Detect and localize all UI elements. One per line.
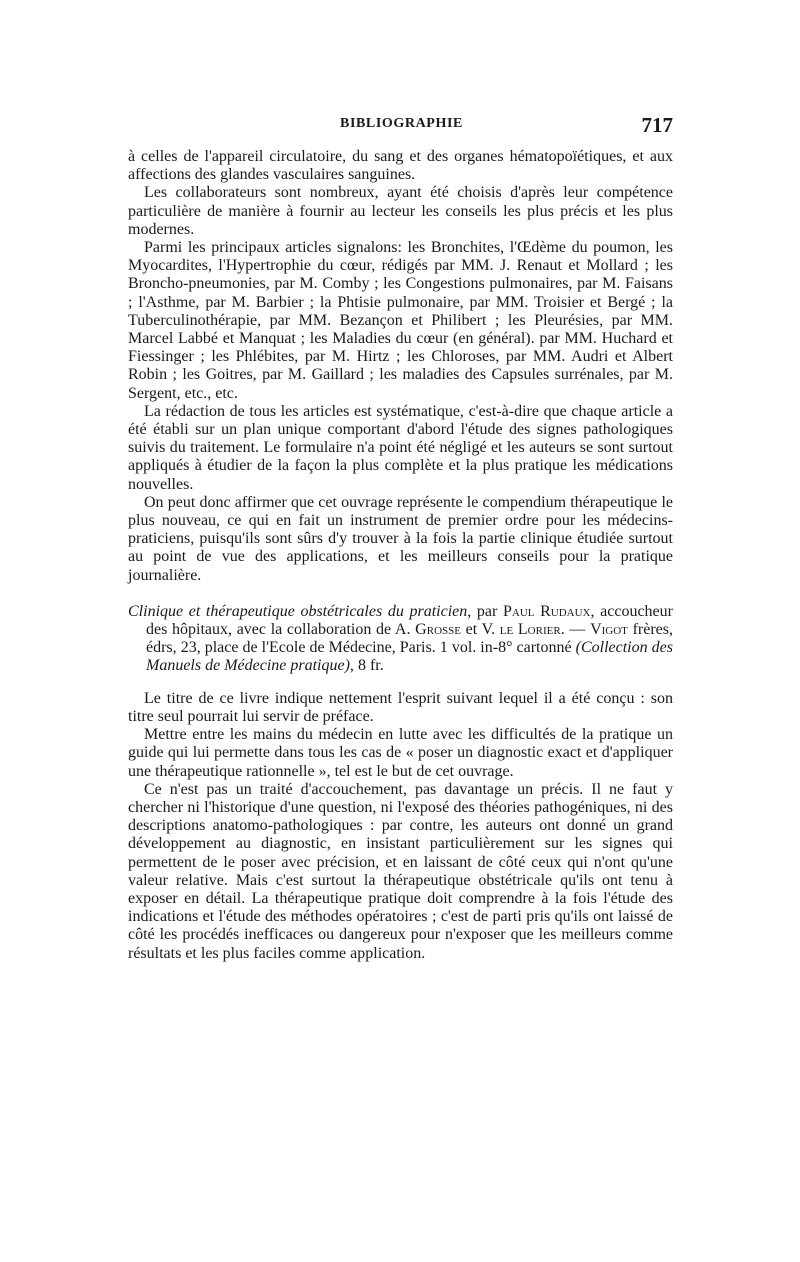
- paragraph: Parmi les principaux articles signalons: les Bronchites, l'Œdème du poumon, les Myocardites, l'Hypertrophie du cœur, rédigés par MM. J. Renaut et Mollard ; les Broncho-pneumonies, par M. Comby ; les Congestions pulmonaires, par M. Faisans ; l'Asthme, par M. Barbier ; la Phtisie pulmonaire, par MM. Troisier et Bergé ; la Tuberculinothérapie, par MM. Bezançon et Philibert ; les Pleurésies, par MM. Marcel Labbé et Manquat ; les Maladies du cœur (en général). par MM. Huchard et Fiessinger ; les Phlébites, par M. Hirtz ; les Chloroses, par MM. Audri et Albert Robin ; les Goitres, par M. Gaillard ; les maladies des Capsules surrénales, par M. Sergent, etc., etc.: [128, 239, 673, 402]
- book-publication-details: frères, édrs, 23, place de l'Ecole de Médecine, Paris. 1 vol. in-8° cartonné: [146, 621, 673, 657]
- running-head: [128, 113, 673, 138]
- book-publisher: Vigot: [590, 621, 628, 639]
- book-collaborator-2: le Lorier: [499, 621, 561, 639]
- paragraph: Le titre de ce livre indique nettement l'esprit suivant lequel il a été conçu : son titre seul pourrait lui servir de préface.: [128, 689, 673, 725]
- book-by: par: [471, 602, 503, 620]
- book-and: et V.: [460, 621, 500, 639]
- book-title: Clinique et thérapeutique obstétricales du praticien,: [128, 602, 472, 620]
- book-collection: (Collection des Manuels de Médecine pratique),: [146, 639, 673, 675]
- book-price: 8 fr.: [353, 657, 384, 675]
- book-review: [128, 690, 673, 963]
- paragraph: Ce n'est pas un traité d'accouchement, pas davantage un précis. Il ne faut y chercher ni l'historique d'une question, ni l'exposé des théories pathogéniques, ni des descriptions anatomo-pathologiques : par contre, les auteurs ont donné un grand développement au diagnostic, en insistant particulièrement sur les signes qui permettent de le poser avec précision, et en laissant de côté ceux qui n'ont qu'une valeur relative. Mais c'est surtout la thérapeutique obstétricale qu'ils ont tenu à exposer en détail. La thérapeutique pratique doit comprendre à la fois l'étude des indications et l'étude des méthodes opératoires ; c'est de parti pris qu'ils ont laissé de côté les procédés inefficaces ou dangereux pour n'exposer que les meilleurs comme résultats et les plus faciles comme application.: [128, 780, 673, 962]
- paragraph: Les collaborateurs sont nombreux, ayant été choisis d'après leur compétence particulière de manière à fournir au lecteur les conseils les plus précis et les plus modernes.: [128, 184, 673, 238]
- book-author: Paul Rudaux,: [502, 602, 595, 620]
- page-number: 717: [641, 113, 673, 137]
- book-entry-heading: [128, 603, 673, 676]
- book-details: accoucheur des hôpitaux, avec la collaboration de A.: [146, 602, 673, 639]
- paragraph: à celles de l'appareil circulatoire, du sang et des organes hématopoïétiques, et aux affections des glandes vasculaires sanguines.: [128, 148, 673, 184]
- paragraph: La rédaction de tous les articles est systématique, c'est-à-dire que chaque article a été établi sur un plan unique comportant d'abord l'étude des signes pathologiques suivis du traitement. Le formulaire n'a point été négligé et les auteurs se sont surtout appliqués à étudier de la façon la plus complète et la plus pratique les médications nouvelles.: [128, 402, 673, 493]
- header-title: BIBLIOGRAPHIE: [340, 116, 463, 131]
- paragraph: On peut donc affirmer que cet ouvrage représente le compendium thérapeutique le plus nouveau, ce qui en fait un instrument de premier ordre pour les médecins-praticiens, puisqu'ils sont sûrs d'y trouver à la fois la partie clinique étudiée surtout au point de vue des applications, et les meilleurs conseils pour la pratique journalière.: [128, 493, 673, 584]
- book-dash: . —: [560, 621, 591, 639]
- paragraph: Mettre entre les mains du médecin en lutte avec les difficultés de la pratique un guide qui lui permette dans tous les cas de « poser un diagnostic exact et d'appliquer une thérapeutique rationnelle », tel est le but de cet ouvrage.: [128, 726, 673, 780]
- review-continuation: [128, 148, 673, 585]
- book-collaborator-1: Grosse: [415, 621, 461, 639]
- book-page: [128, 113, 673, 963]
